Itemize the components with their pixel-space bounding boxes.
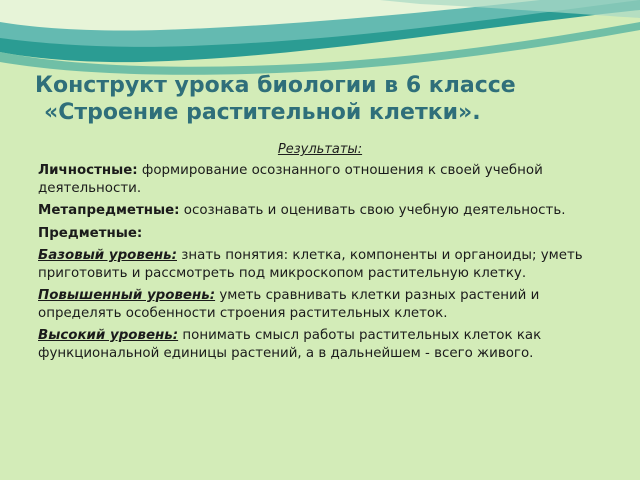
personal-text: формирование осознанного отношения к своей учебной деятельности. xyxy=(38,163,543,196)
title-line-2: «Строение растительной клетки». xyxy=(44,100,481,125)
meta-text: осознавать и оценивать свою учебную деятельность. xyxy=(179,203,566,218)
advanced-level-text: уметь сравнивать клетки разных растений и определять особенности строения растительных клеток. xyxy=(38,288,540,321)
advanced-level xyxy=(38,287,598,322)
basic-level-label: Базовый уровень: xyxy=(38,248,177,263)
subject-results xyxy=(38,225,598,243)
basic-level-text: знать понятия: клетка, компоненты и органоиды; уметь приготовить и рассмотреть под микроскопом растительную клетку. xyxy=(38,248,583,281)
high-level xyxy=(38,327,598,362)
meta-results xyxy=(38,202,598,220)
meta-label: Метапредметные: xyxy=(38,203,180,218)
high-level-text: понимать смысл работы растительных клеток как функциональной единицы растений, а в дальнейшем - всего живого. xyxy=(38,328,542,361)
personal-results xyxy=(38,162,598,197)
title-line-1: Конструкт урока биологии в 6 классе xyxy=(35,73,516,98)
slide-body xyxy=(38,162,598,367)
subject-label: Предметные: xyxy=(38,225,143,241)
slide-title xyxy=(0,72,640,126)
advanced-level-label: Повышенный уровень: xyxy=(38,288,216,303)
results-heading: Результаты: xyxy=(277,142,363,157)
personal-label: Личностные: xyxy=(38,163,138,178)
high-level-label: Высокий уровень: xyxy=(38,328,179,343)
basic-level xyxy=(38,247,598,282)
